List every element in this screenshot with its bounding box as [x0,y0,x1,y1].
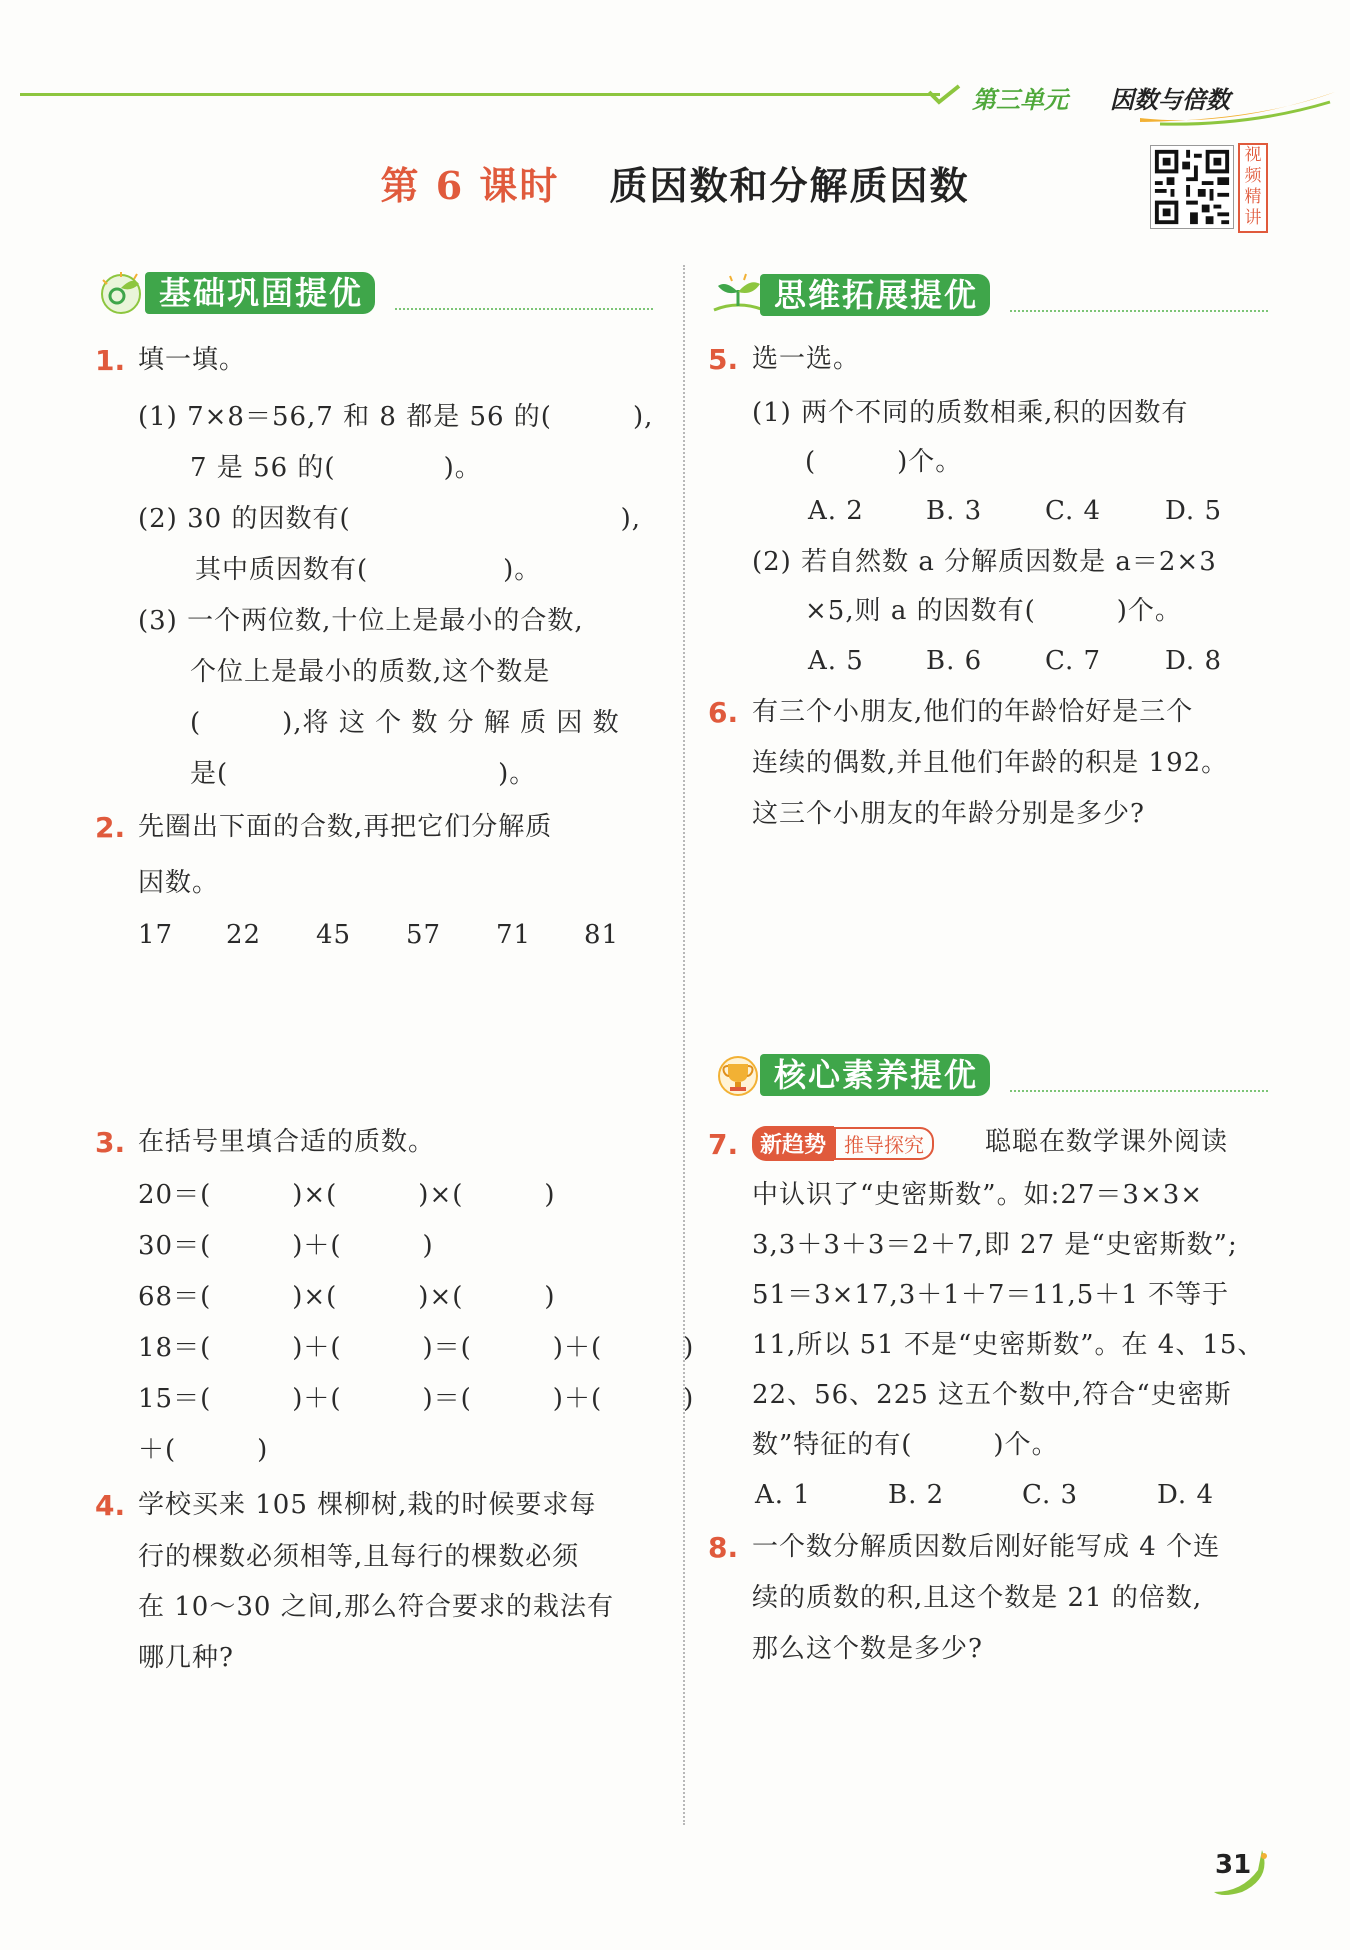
q8-line: 一个数分解质因数后刚好能写成 4 个连 [752,1532,1221,1562]
q5-option: B. 3 [926,496,983,526]
q6-line: 连续的偶数,并且他们年龄的积是 192。 [752,748,1229,778]
q7-option: A. 1 [755,1480,811,1510]
derivation-tag: 推导探究 [834,1127,934,1160]
q3-equation: 68＝( )×( )×( ) [138,1282,556,1312]
q6-line: 有三个小朋友,他们的年龄恰好是三个 [752,697,1194,727]
q5-line: (2) 若自然数 a 分解质因数是 a＝2×3 [752,547,1217,577]
question-2-stem: 因数。 [138,868,220,898]
q7-option: C. 3 [1022,1480,1079,1510]
q1-line: (2) 30 的因数有( ), [138,504,641,534]
q7-line: 数”特征的有( )个。 [752,1430,1059,1460]
lesson-number: 第 6 课时 [380,163,560,208]
q5-line: ( )个。 [805,447,963,477]
question-1-number: 1. [95,344,126,377]
q1-line: 其中质因数有( )。 [195,555,542,585]
lesson-name: 质因数和分解质因数 [609,163,970,208]
q7-line: 11,所以 51 不是“史密斯数”。在 4、15、 [752,1330,1265,1360]
swoosh-decoration [1140,90,1340,130]
q3-equation: 18＝( )＋( )＝( )＋( ) [138,1333,695,1363]
q1-line: (3) 一个两位数,十位上是最小的合数, [138,606,584,636]
q4-line: 行的棵数必须相等,且每行的棵数必须 [138,1542,580,1572]
page-number: 31 [1215,1850,1252,1880]
q5-option: D. 8 [1165,646,1222,676]
q7-line: 3,3＋3＋3＝2＋7,即 27 是“史密斯数”; [752,1230,1238,1260]
q7-tag [752,1126,934,1161]
q2-number-item: 71 [496,920,532,950]
q7-option: B. 2 [888,1480,945,1510]
new-trend-tag: 新趋势 [752,1126,834,1161]
q3-equation: 15＝( )＋( )＝( )＋( ) [138,1384,695,1414]
section-core-label: 核心素养提优 [760,1054,990,1096]
q7-line: 中认识了“史密斯数”。如:27＝3×3× [752,1180,1204,1210]
video-lecture-label: 视频精讲 [1238,143,1268,233]
q2-number-item: 22 [226,920,262,950]
header-rule [20,93,940,96]
unit-label: 第三单元 [972,86,1068,114]
q5-option: A. 5 [808,646,864,676]
q7-line: 聪聪在数学课外阅读 [985,1127,1229,1157]
section-thinking [710,272,1270,318]
q7-line: 22、56、225 这五个数中,符合“史密斯 [752,1380,1232,1410]
lesson-title [0,155,1350,210]
q5-option: C. 7 [1045,646,1102,676]
section-thinking-label: 思维拓展提优 [760,274,990,316]
question-2-stem: 先圈出下面的合数,再把它们分解质 [138,812,553,842]
q1-line: 个位上是最小的质数,这个数是 [190,657,551,687]
q4-line: 学校买来 105 棵柳树,栽的时候要求每 [138,1490,597,1520]
q1-line: 7 是 56 的( )。 [190,453,482,483]
q8-line: 那么这个数是多少? [752,1634,983,1664]
page-swoosh-decoration [1212,1848,1272,1898]
q1-line: ( ),将 这 个 数 分 解 质 因 数 [190,708,620,738]
check-leaf-icon [925,84,965,106]
q5-line: (1) 两个不同的质数相乘,积的因数有 [752,398,1189,428]
question-6-number: 6. [708,696,739,729]
q1-line: 是( )。 [190,759,537,789]
question-4-number: 4. [95,1489,126,1522]
q5-option: D. 5 [1165,496,1222,526]
q6-line: 这三个小朋友的年龄分别是多少? [752,799,1145,829]
question-5-number: 5. [708,343,739,376]
q5-line: ×5,则 a 的因数有( )个。 [805,596,1182,626]
q5-option: C. 4 [1045,496,1102,526]
q3-equation: 20＝( )×( )×( ) [138,1180,556,1210]
q4-line: 哪几种? [138,1643,234,1673]
question-5-stem: 选一选。 [752,344,861,374]
q3-equation: 30＝( )＋( ) [138,1231,434,1261]
q2-number-item: 17 [138,920,174,950]
question-3-number: 3. [95,1126,126,1159]
q5-option: A. 2 [808,496,864,526]
q4-line: 在 10～30 之间,那么符合要求的栽法有 [138,1592,614,1622]
q3-equation: ＋( ) [138,1435,269,1465]
section-basic [95,270,655,316]
qr-code-icon[interactable] [1150,145,1234,229]
q1-line: (1) 7×8＝56,7 和 8 都是 56 的( ), [138,402,654,432]
q7-option: D. 4 [1157,1480,1214,1510]
question-2-number: 2. [95,811,126,844]
topic-label: 因数与倍数 [1110,86,1230,114]
question-7-number: 7. [708,1128,739,1161]
q7-line: 51＝3×17,3＋1＋7＝11,5＋1 不等于 [752,1280,1230,1310]
q5-option: B. 6 [926,646,983,676]
question-1-stem: 填一填。 [138,345,247,375]
section-basic-label: 基础巩固提优 [145,272,375,314]
q2-number-item: 57 [406,920,442,950]
q2-number-item: 45 [316,920,352,950]
question-8-number: 8. [708,1531,739,1564]
column-divider [683,265,685,1825]
section-core [710,1052,1270,1098]
q2-number-item: 81 [584,920,620,950]
question-3-stem: 在括号里填合适的质数。 [138,1127,436,1157]
q8-line: 续的质数的积,且这个数是 21 的倍数, [752,1583,1203,1613]
